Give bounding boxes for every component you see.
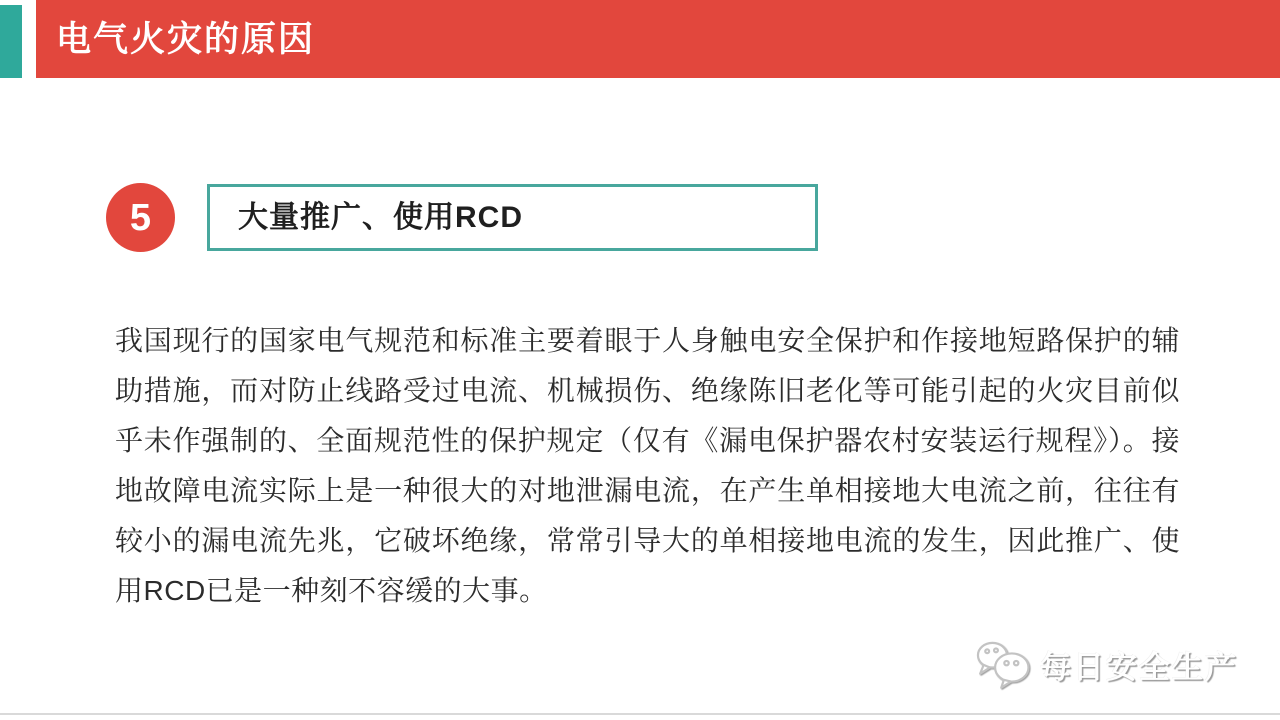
watermark [974,638,1238,690]
wechat-icon [974,638,1032,690]
section-title: 大量推广、使用RCD [238,200,523,234]
header-bar [36,0,1280,78]
watermark-label: 每日安全生产 [1040,649,1238,685]
body-paragraph: 我国现行的国家电气规范和标准主要着眼于人身触电安全保护和作接地短路保护的辅助措施，而对防止线路受过电流、机械损伤、绝缘陈旧老化等可能引起的火灾目前似乎未作强制的、全面规范性的保护规定（仅有《漏电保护器农村安装运行规程》）。接地故障电流实际上是一种很大的对地泄漏电流，在产生单相接地大电流之前，往往有较小的漏电流先兆，它破坏绝缘，常常引导大的单相接地电流的发生，因此推广、使用RCD已是一种刻不容缓的大事。 [115,325,1180,606]
section-number-badge [106,183,175,252]
section-title-box [207,184,818,251]
section-number: 5 [129,196,152,239]
header-accent-bar [0,5,22,78]
bottom-divider [0,713,1280,715]
page-title: 电气火灾的原因 [56,19,316,59]
